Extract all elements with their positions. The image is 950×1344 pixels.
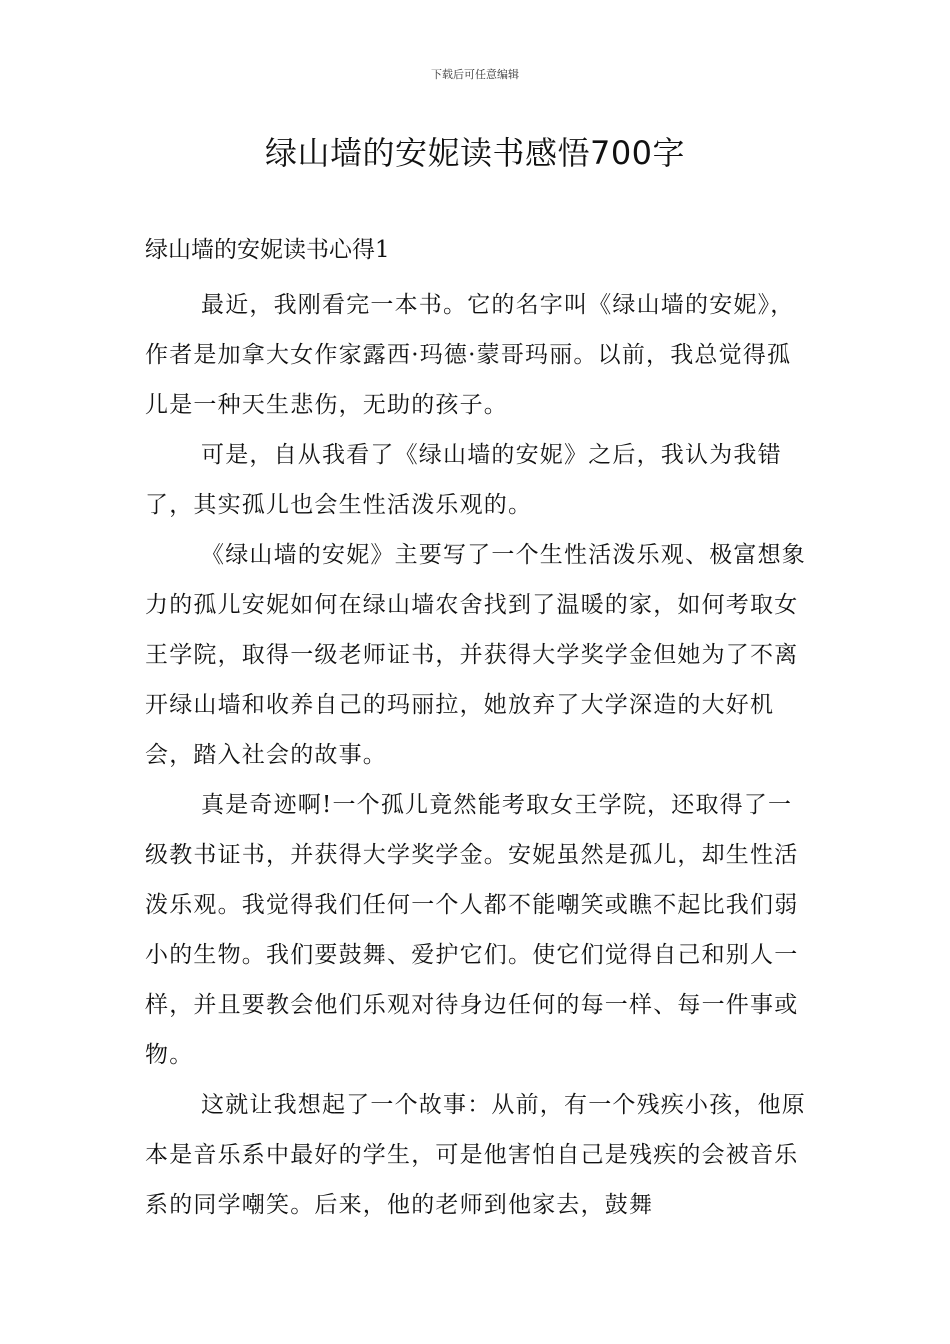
document-body — [145, 230, 810, 1230]
paragraph-1: 最近，我刚看完一本书。它的名字叫《绿山墙的安妮》，作者是加拿大女作家露西·玛德·蒙哥玛丽。以前，我总觉得孤儿是一种天生悲伤，无助的孩子。 — [145, 292, 795, 418]
paragraph-4: 真是奇迹啊!一个孤儿竟然能考取女王学院，还取得了一级教书证书，并获得大学奖学金。安妮虽然是孤儿，却生性活泼乐观。我觉得我们任何一个人都不能嘲笑或瞧不起比我们弱小的生物。我们要鼓舞、爱护它们。使它们觉得自己和别人一样，并且要教会他们乐观对待身边任何的每一样、每一件事或物。 — [145, 792, 799, 1068]
document-title: 绿山墙的安妮读书感悟700字 — [264, 134, 686, 172]
paragraph-3: 《绿山墙的安妮》主要写了一个生性活泼乐观、极富想象力的孤儿安妮如何在绿山墙农舍找到了温暖的家，如何考取女王学院，取得一级老师证书，并获得大学奖学金但她为了不离开绿山墙和收养自己的玛丽拉，她放弃了大学深造的大好机会，踏入社会的故事。 — [145, 542, 806, 768]
paragraph-2: 可是，自从我看了《绿山墙的安妮》之后，我认为我错了，其实孤儿也会生性活泼乐观的。 — [145, 442, 782, 518]
header-note: 下载后可任意编辑 — [431, 68, 519, 81]
section-heading: 绿山墙的安妮读书心得1 — [145, 237, 390, 263]
paragraph-5: 这就让我想起了一个故事：从前，有一个残疾小孩，他原本是音乐系中最好的学生，可是他害怕自己是残疾的会被音乐系的同学嘲笑。后来，他的老师到他家去，鼓舞 — [145, 1092, 806, 1218]
